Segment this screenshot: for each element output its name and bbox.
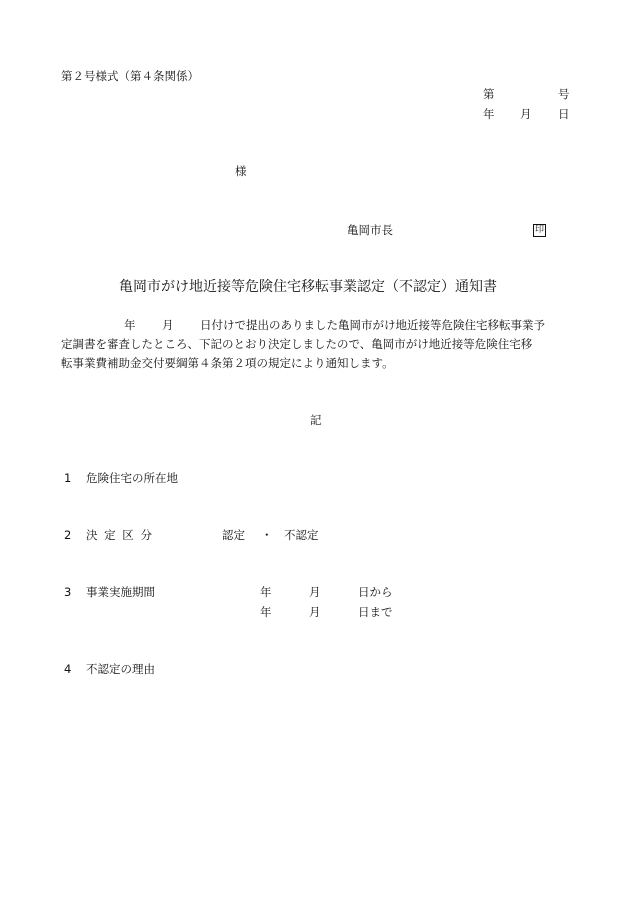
period-from-year: 年	[260, 585, 272, 599]
body-month: 月	[162, 318, 174, 332]
item2-number: 2	[64, 528, 72, 542]
item2-label: 決 定 区 分	[86, 528, 152, 542]
ki-heading: 記	[310, 413, 322, 427]
body-year: 年	[124, 318, 136, 332]
period-from-month: 月	[309, 585, 321, 599]
option-not-approved: 不認定	[284, 528, 319, 542]
date-day: 日	[558, 107, 570, 121]
document-title: 亀岡市がけ地近接等危険住宅移転事業認定（不認定）通知書	[119, 279, 497, 295]
seal-mark: 印	[534, 225, 544, 235]
item4-label: 不認定の理由	[86, 662, 155, 676]
option-approved: 認定	[222, 528, 245, 542]
period-to-year: 年	[260, 605, 272, 619]
body-line-3: 転事業費補助金交付要綱第４条第２項の規定により通知します。	[61, 356, 394, 370]
item1-label: 危険住宅の所在地	[86, 471, 178, 485]
body-line-1: 日付けで提出のありました亀岡市がけ地近接等危険住宅移転事業予	[200, 318, 545, 332]
date-month: 月	[520, 107, 532, 121]
body-line-2: 定調書を審査したところ、下記のとおり決定しましたので、亀岡市がけ地近接等危険住宅移	[61, 337, 533, 351]
form-number: 第２号様式（第４条関係）	[61, 69, 199, 83]
addressee-honorific: 様	[235, 164, 247, 178]
doc-number-suffix: 号	[558, 87, 570, 101]
period-to-month: 月	[309, 605, 321, 619]
option-separator: ・	[261, 528, 273, 542]
period-from-day: 日から	[358, 585, 393, 599]
doc-number-prefix: 第	[483, 87, 495, 101]
date-year: 年	[483, 107, 495, 121]
item3-label: 事業実施期間	[86, 585, 155, 599]
item4-number: 4	[64, 662, 72, 676]
issuer-name: 亀岡市長	[347, 223, 393, 237]
period-to-day: 日まで	[358, 605, 393, 619]
item1-number: 1	[64, 471, 72, 485]
item3-number: 3	[64, 585, 72, 599]
